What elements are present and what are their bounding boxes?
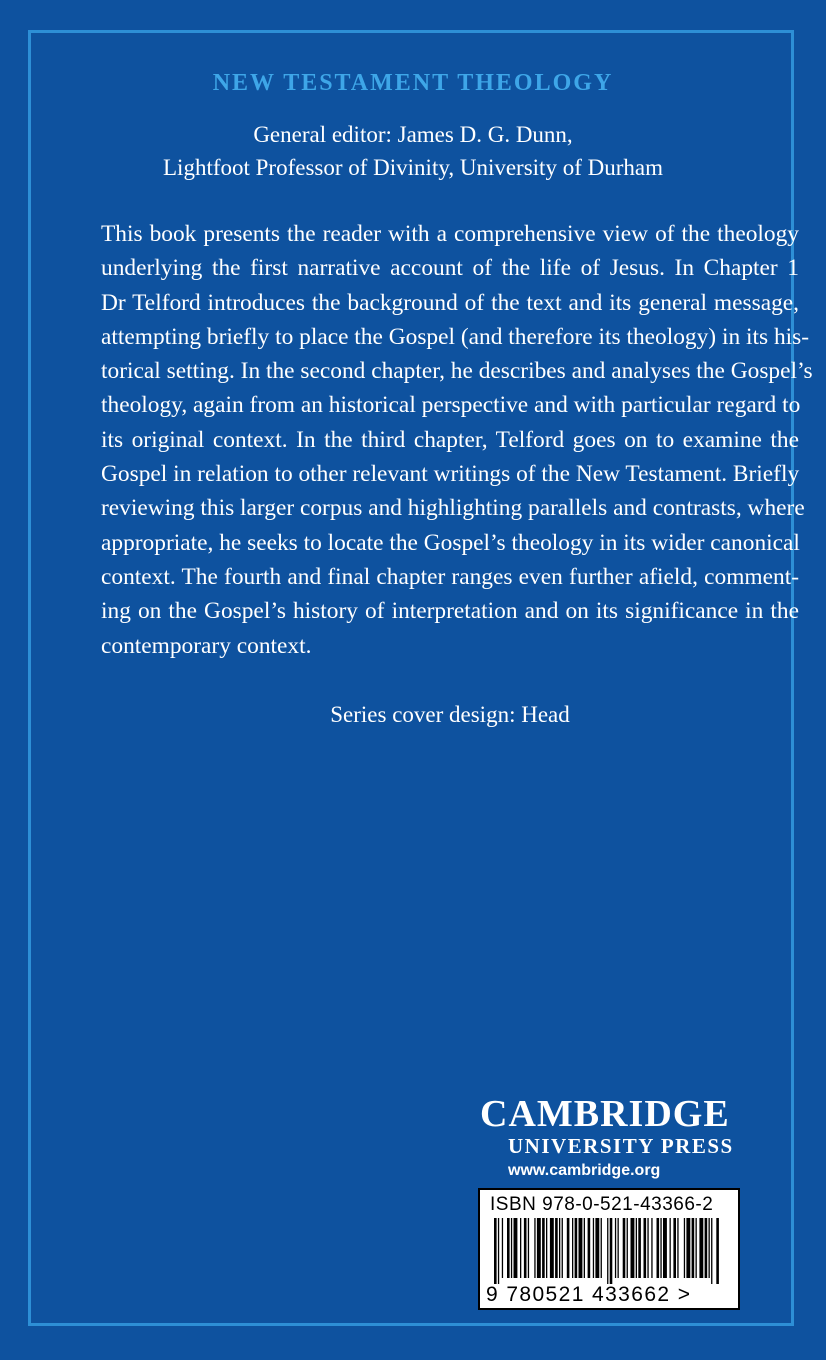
barcode-bar xyxy=(567,1218,570,1278)
barcode-bar xyxy=(528,1218,529,1278)
description-line: context. The fourth and final chapter ranges even further afield, comment- xyxy=(101,563,799,590)
barcode-bar xyxy=(636,1218,637,1278)
barcode-bar xyxy=(507,1218,510,1278)
description-line: reviewing this larger corpus and highlighting parallels and contrasts, where xyxy=(101,495,805,522)
editor-name: General editor: James D. G. Dunn, xyxy=(253,122,573,147)
description-line: Gospel in relation to other relevant writings of the New Testament. Briefly xyxy=(101,461,800,488)
barcode-bar xyxy=(502,1218,503,1278)
barcode-bar xyxy=(627,1218,628,1278)
description-line: attempting briefly to place the Gospel (and therefore its theology) in its his- xyxy=(101,323,810,350)
barcode-bar xyxy=(716,1218,719,1284)
barcode-bar xyxy=(494,1218,497,1284)
barcode-bar xyxy=(520,1218,521,1278)
barcode-bar xyxy=(562,1218,563,1278)
barcode-bar xyxy=(546,1218,547,1278)
barcode-bar xyxy=(686,1218,690,1278)
description-line: appropriate, he seeks to locate the Gospel’s theology in its wider canonical xyxy=(101,529,800,556)
barcode-bar xyxy=(559,1218,560,1278)
barcode-bar xyxy=(709,1218,710,1278)
barcode-bar xyxy=(579,1218,583,1278)
barcode-bar xyxy=(595,1218,599,1278)
description-line: theology, again from an historical perspective and with particular regard to xyxy=(101,392,801,419)
barcode-bar xyxy=(524,1218,527,1278)
description-line: underlying the first narrative account of the life of Jesus. In Chapter 1 xyxy=(101,255,799,282)
barcode-bar xyxy=(615,1218,616,1278)
barcode-bar xyxy=(692,1218,695,1278)
barcode-bar xyxy=(663,1218,667,1278)
barcode-bar xyxy=(651,1218,652,1278)
barcode-bar xyxy=(593,1218,594,1278)
barcode-bar xyxy=(511,1218,512,1278)
barcode-bar xyxy=(644,1218,647,1278)
publisher-url: www.cambridge.org xyxy=(508,1162,661,1179)
isbn-label: ISBN 978-0-521-43366-2 xyxy=(490,1194,714,1215)
barcode-bar xyxy=(657,1218,660,1278)
barcode-bar xyxy=(555,1218,558,1278)
barcode-bar xyxy=(699,1218,703,1278)
barcode-bar xyxy=(498,1218,499,1284)
barcode-bar xyxy=(610,1218,613,1284)
editor-affiliation: Lightfoot Professor of Divinity, University of Durham xyxy=(163,155,663,180)
description-line: contemporary context. xyxy=(101,632,312,659)
publisher-name: CAMBRIDGE xyxy=(480,1093,730,1135)
barcode-bar xyxy=(601,1218,602,1278)
barcode-bar xyxy=(588,1218,591,1278)
barcode-digits: 9 780521 433662 > xyxy=(486,1283,692,1306)
barcode-bar xyxy=(673,1218,676,1278)
barcode-bar xyxy=(584,1218,585,1278)
barcode-bar xyxy=(677,1218,678,1278)
description-line: ing on the Gospel’s history of interpretation and on its significance in the xyxy=(101,598,799,625)
description-line: its original context. In the third chapter, Telford goes on to examine the xyxy=(101,426,799,453)
barcode-bar xyxy=(684,1218,685,1278)
barcode-bar xyxy=(696,1218,697,1278)
barcode-bar xyxy=(631,1218,635,1278)
book-description xyxy=(101,217,813,663)
barcode-bar xyxy=(572,1218,573,1278)
barcode-bar xyxy=(711,1218,712,1284)
barcode-bar xyxy=(550,1218,554,1278)
barcode-bar xyxy=(647,1218,648,1278)
description-line: torical setting. In the second chapter, he describes and analyses the Gospel’s xyxy=(101,358,813,385)
barcode-bar xyxy=(638,1218,641,1278)
barcode-bar xyxy=(514,1218,518,1278)
barcode-bar xyxy=(575,1218,578,1278)
series-title: NEW TESTAMENT THEOLOGY xyxy=(212,70,614,96)
barcode-bar xyxy=(670,1218,671,1278)
barcode-bar xyxy=(623,1218,626,1278)
publisher-subname: UNIVERSITY PRESS xyxy=(508,1134,734,1158)
barcode-bar xyxy=(618,1218,619,1278)
barcode-bar xyxy=(534,1218,535,1278)
isbn-barcode xyxy=(478,1188,740,1310)
barcode-bar xyxy=(607,1218,608,1284)
cover-design-credit: Series cover design: Head xyxy=(330,702,570,727)
series-editor xyxy=(0,118,826,184)
publisher-logo xyxy=(480,1094,740,1184)
description-line: Dr Telford introduces the background of the text and its general message, xyxy=(101,289,799,316)
description-line: This book presents the reader with a comprehensive view of the theology xyxy=(101,221,799,247)
barcode-bar xyxy=(537,1218,541,1278)
barcode-bar xyxy=(542,1218,545,1278)
barcode-bars xyxy=(480,1218,738,1284)
barcode-bar xyxy=(705,1218,708,1278)
barcode-bar xyxy=(660,1218,661,1278)
